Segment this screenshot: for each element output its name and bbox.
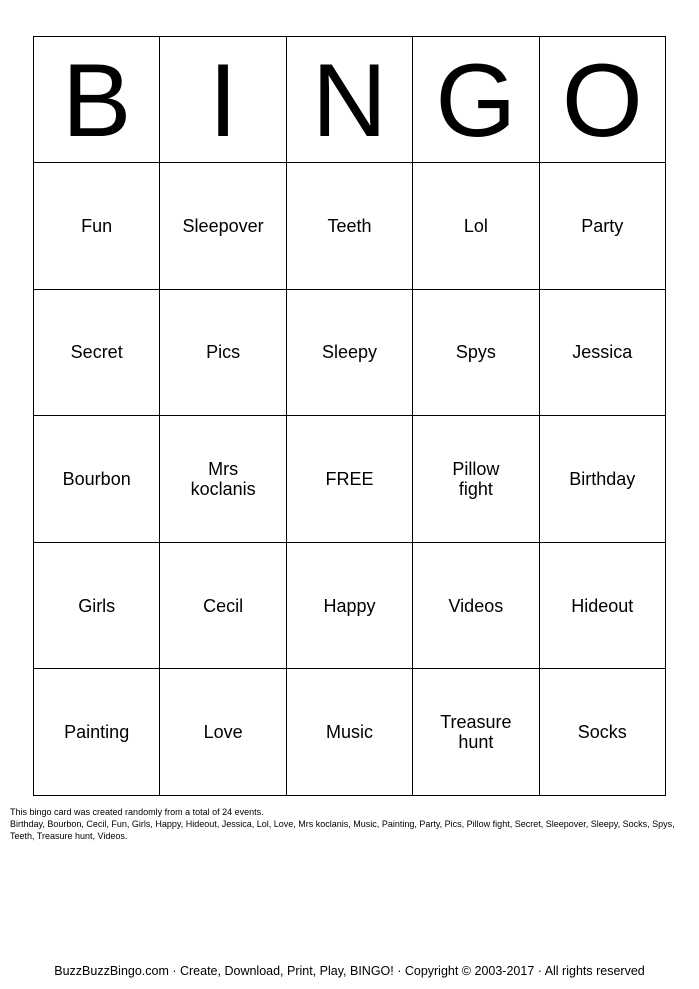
bingo-cell: Party bbox=[539, 163, 665, 290]
bingo-row-2 bbox=[34, 289, 666, 416]
header-letter-b: B bbox=[34, 37, 160, 163]
bingo-cell: Treasure hunt bbox=[413, 669, 539, 796]
header-letter-o: O bbox=[539, 37, 665, 163]
events-note-summary: This bingo card was created randomly from a total of 24 events. bbox=[10, 807, 264, 817]
bingo-cell: Bourbon bbox=[34, 416, 160, 543]
bingo-cell: Teeth bbox=[286, 163, 412, 290]
bingo-cell: Happy bbox=[286, 542, 412, 669]
bingo-cell: Pics bbox=[160, 289, 286, 416]
bingo-cell: Girls bbox=[34, 542, 160, 669]
bingo-cell: Painting bbox=[34, 669, 160, 796]
bingo-cell: Socks bbox=[539, 669, 665, 796]
bingo-cell: Music bbox=[286, 669, 412, 796]
bingo-cell: Sleepy bbox=[286, 289, 412, 416]
bingo-cell: Pillow fight bbox=[413, 416, 539, 543]
bingo-cell: Spys bbox=[413, 289, 539, 416]
bingo-cell: Jessica bbox=[539, 289, 665, 416]
free-space-cell: FREE bbox=[286, 416, 412, 543]
bingo-card bbox=[33, 36, 666, 796]
bingo-row-5 bbox=[34, 669, 666, 796]
bingo-cell: Sleepover bbox=[160, 163, 286, 290]
bingo-row-4 bbox=[34, 542, 666, 669]
bingo-cell: Lol bbox=[413, 163, 539, 290]
bingo-header-row bbox=[34, 37, 666, 163]
footer-copyright: BuzzBuzzBingo.com · Create, Download, Print, Play, BINGO! · Copyright © 2003-2017 · All rights reserved bbox=[54, 964, 645, 978]
events-note bbox=[10, 806, 690, 842]
bingo-cell: Cecil bbox=[160, 542, 286, 669]
bingo-cell: Birthday bbox=[539, 416, 665, 543]
events-note-list: Birthday, Bourbon, Cecil, Fun, Girls, Happy, Hideout, Jessica, Lol, Love, Mrs koclanis, Music, Painting, Party, Pics, Pillow fight, Secret, Sleepover, Sleepy, Socks, Spys, Teeth, Treasure hunt, Videos. bbox=[10, 819, 675, 841]
bingo-cell: Fun bbox=[34, 163, 160, 290]
bingo-cell: Love bbox=[160, 669, 286, 796]
header-letter-g: G bbox=[413, 37, 539, 163]
bingo-cell: Mrs koclanis bbox=[160, 416, 286, 543]
bingo-row-3 bbox=[34, 416, 666, 543]
header-letter-n: N bbox=[286, 37, 412, 163]
bingo-cell: Videos bbox=[413, 542, 539, 669]
bingo-cell: Secret bbox=[34, 289, 160, 416]
bingo-row-1 bbox=[34, 163, 666, 290]
header-letter-i: I bbox=[160, 37, 286, 163]
bingo-cell: Hideout bbox=[539, 542, 665, 669]
